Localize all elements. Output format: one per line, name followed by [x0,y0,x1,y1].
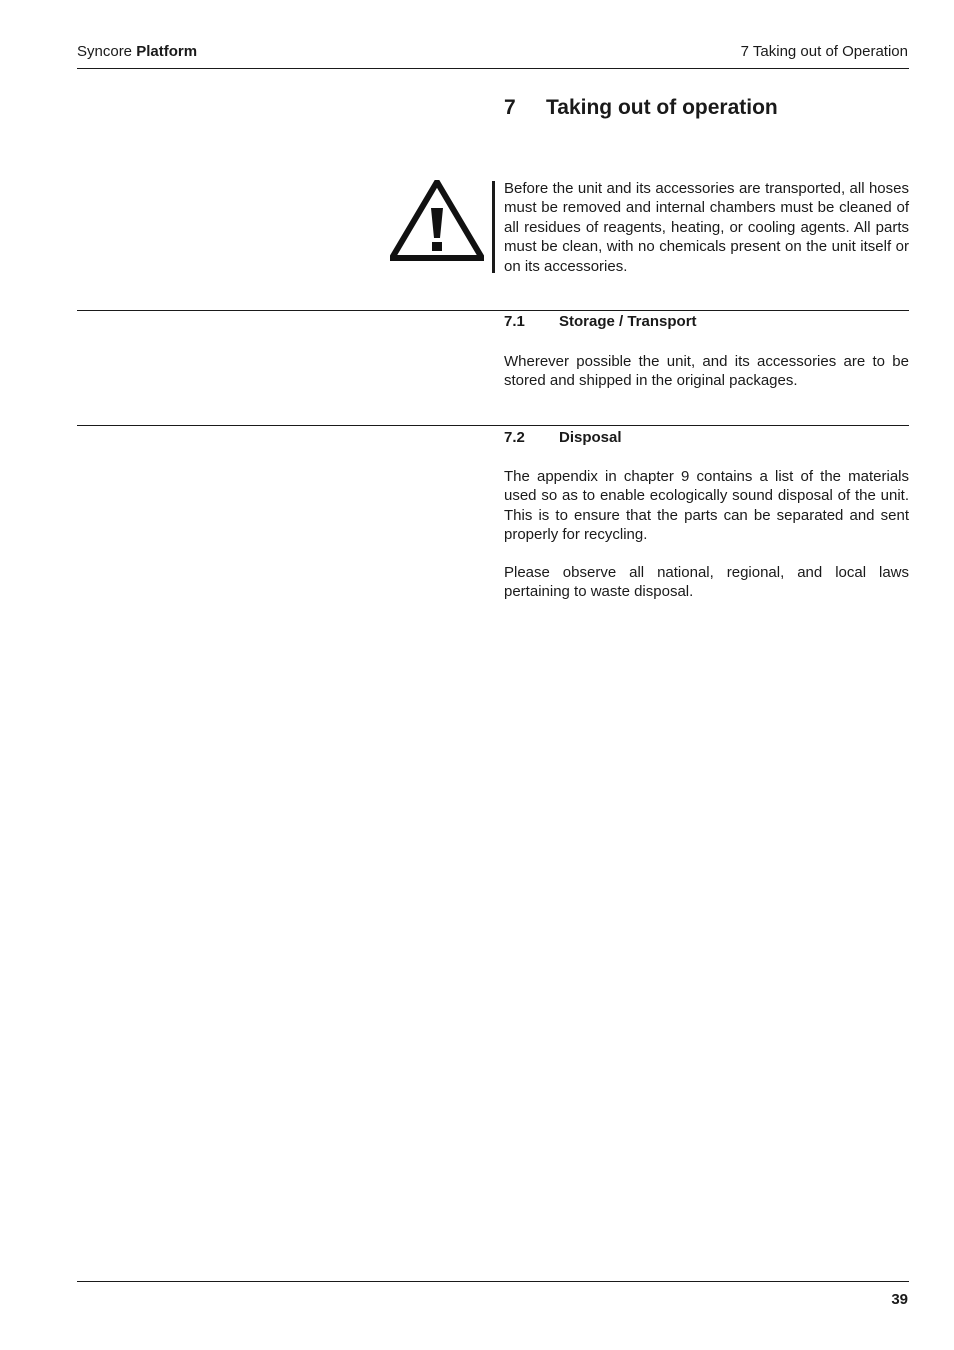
footer-rule [77,1281,909,1282]
section-paragraph: Wherever possible the unit, and its accessories are to be stored and shipped in the original packages. [504,353,909,390]
section-title: Storage / Transport [559,313,697,330]
section-number: 7.2 [504,429,525,446]
running-header-product [77,43,197,60]
chapter-number: 7 [504,96,516,119]
running-header-chapter: 7 Taking out of Operation [740,43,908,60]
section-paragraph: The appendix in chapter 9 contains a list of the materials used so as to enable ecologically sound disposal of the unit. This is to ensure that the parts can be separated and sent properly for recycling. [504,468,909,544]
section-paragraph: Please observe all national, regional, and local laws pertaining to waste disposal. [504,564,909,601]
section-rule-7-1 [77,310,909,311]
product-name: Platform [136,43,198,60]
page-number: 39 [891,1291,908,1308]
warning-text: Before the unit and its accessories are transported, all hoses must be removed and internal chambers must be cleaned of all residues of reagents, heating, or cooling agents. All parts must be clean, with no chemicals present on the unit itself or on its accessories. [504,180,909,275]
section-title: Disposal [559,429,622,446]
section-rule-7-2 [77,425,909,426]
header-rule [77,68,909,69]
warning-side-bar [492,181,495,273]
product-prefix: Syncore [77,43,133,60]
section-number: 7.1 [504,313,525,330]
warning-triangle-icon [390,180,484,267]
chapter-title: Taking out of operation [546,96,778,119]
